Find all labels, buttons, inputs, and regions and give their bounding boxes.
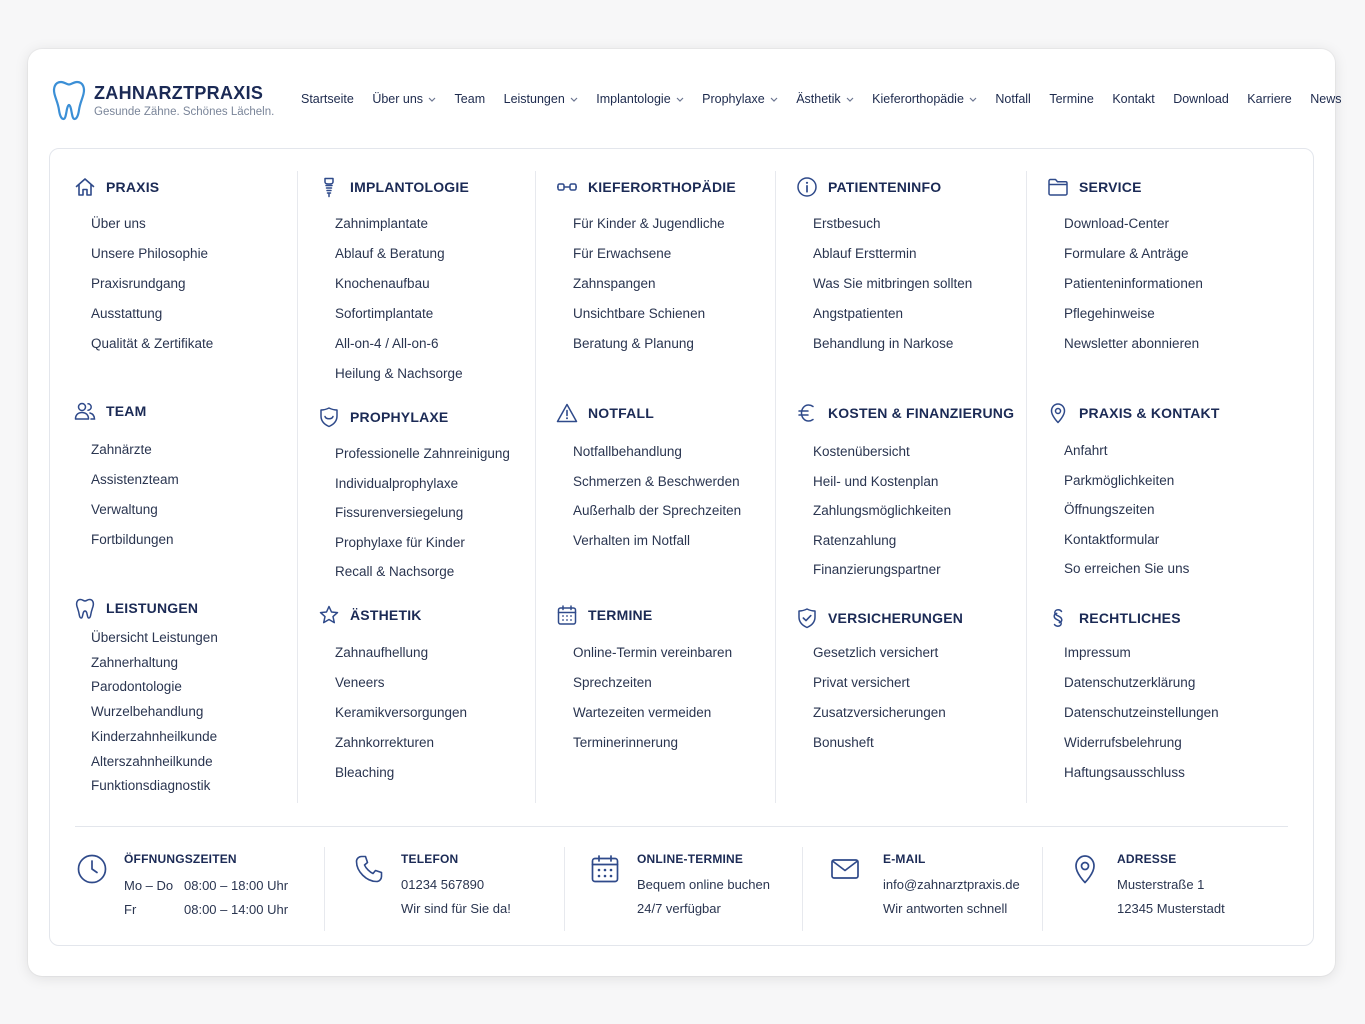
menu-group-kieferorthopaedie <box>556 174 736 359</box>
menu-link[interactable]: Patienteninformationen <box>1064 276 1203 291</box>
nav-karriere[interactable] <box>1247 92 1291 106</box>
menu-group-service <box>1047 174 1203 359</box>
menu-link[interactable]: Formulare & Anträge <box>1064 246 1189 261</box>
chevron-down-icon <box>969 97 977 102</box>
menu-link[interactable]: Kontaktformular <box>1064 531 1160 547</box>
menu-link[interactable]: Über uns <box>91 216 146 231</box>
nav-team[interactable] <box>455 92 486 106</box>
group-title: KIEFERORTHOPÄDIE <box>588 179 736 195</box>
hours-day: Fr <box>124 902 137 917</box>
online-line: Bequem online buchen <box>637 877 770 892</box>
group-title: VERSICHERUNGEN <box>828 610 964 626</box>
mega-menu-panel <box>49 148 1314 946</box>
menu-link[interactable]: Schmerzen & Beschwerden <box>573 473 740 489</box>
menu-link[interactable]: Erstbesuch <box>813 216 881 231</box>
menu-link[interactable]: Zahlungsmöglichkeiten <box>813 503 952 518</box>
nav-download[interactable] <box>1173 92 1229 106</box>
menu-column-3 <box>535 171 775 803</box>
shield-smile-icon <box>318 406 340 428</box>
menu-link[interactable]: Verhalten im Notfall <box>573 532 691 548</box>
nav-label: Implantologie <box>596 92 671 106</box>
nav-label: Ästhetik <box>796 92 841 106</box>
location-icon <box>1069 853 1101 885</box>
menu-group-rechtliches <box>1047 605 1219 788</box>
footer-title: ONLINE-TERMINE <box>637 852 744 866</box>
menu-link[interactable]: Impressum <box>1064 645 1131 660</box>
footer-address[interactable] <box>1042 847 1290 931</box>
menu-link[interactable]: Bleaching <box>335 765 395 780</box>
phone-number[interactable]: 01234 567890 <box>401 877 485 892</box>
paragraph-icon <box>1047 607 1069 629</box>
menu-group-team <box>74 398 179 555</box>
menu-link[interactable]: Heil- und Kostenplan <box>813 473 939 489</box>
menu-link[interactable]: Ausstattung <box>91 306 163 321</box>
group-title: TEAM <box>106 403 147 419</box>
nav-aesthetik[interactable] <box>796 92 853 106</box>
menu-link[interactable]: Prophylaxe für Kinder <box>335 534 465 550</box>
menu-link[interactable]: Funktionsdiagnostik <box>91 778 211 794</box>
menu-link[interactable]: Für Erwachsene <box>573 246 672 261</box>
folder-icon <box>1047 176 1069 198</box>
calendar-icon <box>556 604 578 626</box>
tooth-icon <box>74 597 96 619</box>
tooth-logo-icon <box>52 79 86 121</box>
star-icon <box>318 604 340 626</box>
menu-link[interactable]: Wartezeiten vermeiden <box>573 705 712 720</box>
phone-icon <box>353 853 385 885</box>
braces-icon <box>556 176 578 198</box>
menu-link[interactable]: Zusatzversicherungen <box>813 705 946 720</box>
nav-label: Über uns <box>372 92 424 106</box>
email-note: Wir antworten schnell <box>883 901 1008 916</box>
nav-label: Prophylaxe <box>702 92 765 106</box>
hours-day: Mo – Do <box>124 878 174 893</box>
menu-link[interactable]: Terminerinnerung <box>573 735 679 750</box>
menu-link[interactable]: Zahnkorrekturen <box>335 735 435 750</box>
menu-link[interactable]: Verwaltung <box>91 502 158 517</box>
menu-link[interactable]: Unsere Philosophie <box>91 246 209 261</box>
footer-title: ADRESSE <box>1117 852 1177 866</box>
menu-link[interactable]: So erreichen Sie uns <box>1064 561 1190 576</box>
group-title: KOSTEN & FINANZIERUNG <box>828 405 1015 421</box>
chevron-down-icon <box>570 97 578 102</box>
menu-link[interactable]: Haftungsausschluss <box>1064 765 1185 780</box>
group-title: PROPHYLAXE <box>350 409 449 425</box>
group-title: NOTFALL <box>588 405 654 421</box>
menu-link[interactable]: Übersicht Leistungen <box>91 630 218 645</box>
menu-link[interactable]: Für Kinder & Jugendliche <box>573 216 725 231</box>
brand-tagline: Gesunde Zähne. Schönes Lächeln. <box>94 106 275 118</box>
menu-link[interactable]: Beratung & Planung <box>573 336 694 351</box>
menu-link[interactable]: Newsletter abonnieren <box>1064 336 1200 351</box>
menu-link[interactable]: Recall & Nachsorge <box>335 564 455 579</box>
menu-group-kosten <box>796 400 1014 585</box>
group-title: TERMINE <box>588 607 653 623</box>
nav-kontakt[interactable] <box>1112 92 1154 106</box>
menu-link[interactable]: Sprechzeiten <box>573 675 652 690</box>
menu-link[interactable]: Download-Center <box>1064 216 1170 231</box>
menu-link[interactable]: Öffnungszeiten <box>1064 502 1155 517</box>
address-street: Musterstraße 1 <box>1117 877 1205 892</box>
group-title: LEISTUNGEN <box>106 600 199 616</box>
menu-group-notfall <box>556 400 741 555</box>
menu-group-aesthetik <box>318 602 467 788</box>
menu-link[interactable]: Fissurenversiegelung <box>335 505 464 520</box>
shield-check-icon <box>796 607 818 629</box>
menu-group-prophylaxe <box>318 404 510 587</box>
menu-link[interactable]: Keramikversorgungen <box>335 705 468 720</box>
menu-link[interactable]: Zahnärzte <box>91 442 152 457</box>
nav-ueber-uns[interactable] <box>372 92 436 106</box>
menu-link[interactable]: Veneers <box>335 675 385 690</box>
menu-link[interactable]: Bonusheft <box>813 735 874 750</box>
nav-news[interactable] <box>1310 92 1341 106</box>
group-title: PATIENTENINFO <box>828 179 942 195</box>
menu-link[interactable]: Behandlung in Narkose <box>813 336 954 351</box>
footer-title: E-MAIL <box>883 852 926 866</box>
location-icon <box>1047 402 1069 424</box>
menu-link[interactable]: Qualität & Zertifikate <box>91 336 214 351</box>
nav-label: Kontakt <box>1112 92 1155 106</box>
menu-link[interactable]: Professionelle Zahnreinigung <box>335 446 510 461</box>
menu-link[interactable]: Sofortimplantate <box>335 306 434 321</box>
mega-menu-card <box>28 49 1342 976</box>
nav-label: Download <box>1173 92 1229 106</box>
menu-link[interactable]: Online-Termin vereinbaren <box>573 645 733 660</box>
menu-column-1 <box>74 171 296 803</box>
menu-column-5 <box>1026 171 1291 803</box>
nav-kieferorthopaedie[interactable] <box>872 92 977 106</box>
group-title: PRAXIS & KONTAKT <box>1079 405 1220 421</box>
menu-link[interactable]: Zahnerhaltung <box>91 654 179 670</box>
nav-termine[interactable] <box>1049 92 1093 106</box>
menu-link[interactable]: Privat versichert <box>813 675 910 690</box>
menu-column-4 <box>775 171 1025 803</box>
menu-link[interactable]: Fortbildungen <box>91 532 174 547</box>
hours-time: 08:00 – 18:00 Uhr <box>184 878 289 893</box>
nav-label: Notfall <box>995 92 1031 106</box>
footer-title: ÖFFNUNGSZEITEN <box>124 852 237 866</box>
nav-startseite[interactable] <box>301 92 354 106</box>
footer-hours <box>76 847 324 931</box>
menu-link[interactable]: Kinderzahnheilkunde <box>91 728 218 744</box>
nav-label: Termine <box>1049 92 1094 106</box>
chevron-down-icon <box>770 97 778 102</box>
menu-link[interactable]: Unsichtbare Schienen <box>573 306 706 321</box>
menu-link[interactable]: Ablauf & Beratung <box>335 246 445 261</box>
menu-group-leistungen <box>74 595 218 799</box>
warning-icon <box>556 402 578 424</box>
nav-label: Leistungen <box>503 92 565 106</box>
menu-link[interactable]: Anfahrt <box>1064 443 1108 458</box>
euro-icon <box>796 402 818 424</box>
online-line: 24/7 verfügbar <box>637 901 721 916</box>
menu-link[interactable]: Datenschutzeinstellungen <box>1064 705 1219 720</box>
home-icon <box>74 176 96 198</box>
menu-link[interactable]: Pflegehinweise <box>1064 306 1155 321</box>
chevron-down-icon <box>846 97 854 102</box>
menu-group-termine <box>556 602 732 758</box>
implant-icon <box>318 176 340 198</box>
clock-icon <box>76 853 108 885</box>
nav-implantologie[interactable] <box>596 92 683 106</box>
nav-leistungen[interactable] <box>504 92 578 106</box>
menu-group-implantologie <box>318 174 469 389</box>
nav-label: Karriere <box>1247 92 1292 106</box>
menu-column-2 <box>297 171 535 803</box>
menu-link[interactable]: Praxisrundgang <box>91 276 186 291</box>
menu-link[interactable]: Außerhalb der Sprechzeiten <box>573 503 742 518</box>
menu-link[interactable]: Knochenaufbau <box>335 276 430 291</box>
menu-link[interactable]: Assistenzteam <box>91 472 179 487</box>
hours-time: 08:00 – 14:00 Uhr <box>184 902 289 917</box>
users-icon <box>74 400 96 422</box>
menu-link[interactable]: Alterszahnheilkunde <box>91 753 213 769</box>
menu-group-versicherungen <box>796 605 963 758</box>
menu-link[interactable]: Ablauf Ersttermin <box>813 246 917 261</box>
menu-link[interactable]: Notfallbehandlung <box>573 444 682 459</box>
group-title: SERVICE <box>1079 179 1142 195</box>
menu-link[interactable]: Ratenzahlung <box>813 532 897 548</box>
address-city: 12345 Musterstadt <box>1117 901 1225 916</box>
main-nav <box>301 92 1342 106</box>
group-title: IMPLANTOLOGIE <box>350 179 470 195</box>
menu-link[interactable]: Angstpatienten <box>813 306 904 321</box>
footer-email[interactable] <box>802 847 1042 931</box>
menu-link[interactable]: Widerrufsbelehrung <box>1064 735 1182 750</box>
menu-group-praxis <box>74 174 213 359</box>
group-title: ÄSTHETIK <box>350 607 422 623</box>
menu-link[interactable]: Zahnaufhellung <box>335 645 429 660</box>
nav-label: Kieferorthopädie <box>872 92 964 106</box>
chevron-down-icon <box>428 97 436 102</box>
footer-title: TELEFON <box>401 852 459 866</box>
menu-link[interactable]: Zahnimplantate <box>335 216 429 231</box>
nav-notfall[interactable] <box>995 92 1030 106</box>
chevron-down-icon <box>676 97 684 102</box>
menu-link[interactable]: Gesetzlich versichert <box>813 645 939 660</box>
menu-link[interactable]: Was Sie mitbringen sollten <box>813 276 973 291</box>
footer-phone[interactable] <box>324 847 564 931</box>
info-icon <box>796 176 818 198</box>
phone-note: Wir sind für Sie da! <box>401 901 511 916</box>
menu-link[interactable]: Zahnspangen <box>573 276 656 291</box>
menu-link[interactable]: Datenschutzerklärung <box>1064 675 1196 690</box>
footer-online-termine[interactable] <box>564 847 802 931</box>
menu-link[interactable]: Heilung & Nachsorge <box>335 366 463 381</box>
email-address[interactable]: info@zahnarztpraxis.de <box>883 877 1020 892</box>
menu-link[interactable]: Wurzelbehandlung <box>91 704 204 720</box>
logo[interactable] <box>52 79 274 121</box>
nav-label: News <box>1310 92 1342 106</box>
calendar-icon <box>589 853 621 885</box>
menu-link[interactable]: Kostenübersicht <box>813 444 910 459</box>
nav-prophylaxe[interactable] <box>702 92 778 106</box>
menu-link[interactable]: Finanzierungspartner <box>813 562 941 577</box>
menu-link[interactable]: Parodontologie <box>91 679 182 695</box>
menu-link[interactable]: Parkmöglichkeiten <box>1064 472 1175 488</box>
group-title: RECHTLICHES <box>1079 610 1181 626</box>
menu-group-kontakt <box>1047 400 1220 584</box>
menu-group-patienteninfo <box>796 174 972 359</box>
mail-icon <box>829 853 861 885</box>
group-title: PRAXIS <box>106 179 160 195</box>
brand-title: ZAHNARZTPRAXIS <box>94 83 264 103</box>
menu-link[interactable]: All-on-4 / All-on-6 <box>335 336 439 351</box>
menu-link[interactable]: Individualprophylaxe <box>335 475 459 491</box>
nav-label: Startseite <box>301 92 354 106</box>
footer-divider <box>75 826 1288 827</box>
nav-label: Team <box>454 92 486 106</box>
